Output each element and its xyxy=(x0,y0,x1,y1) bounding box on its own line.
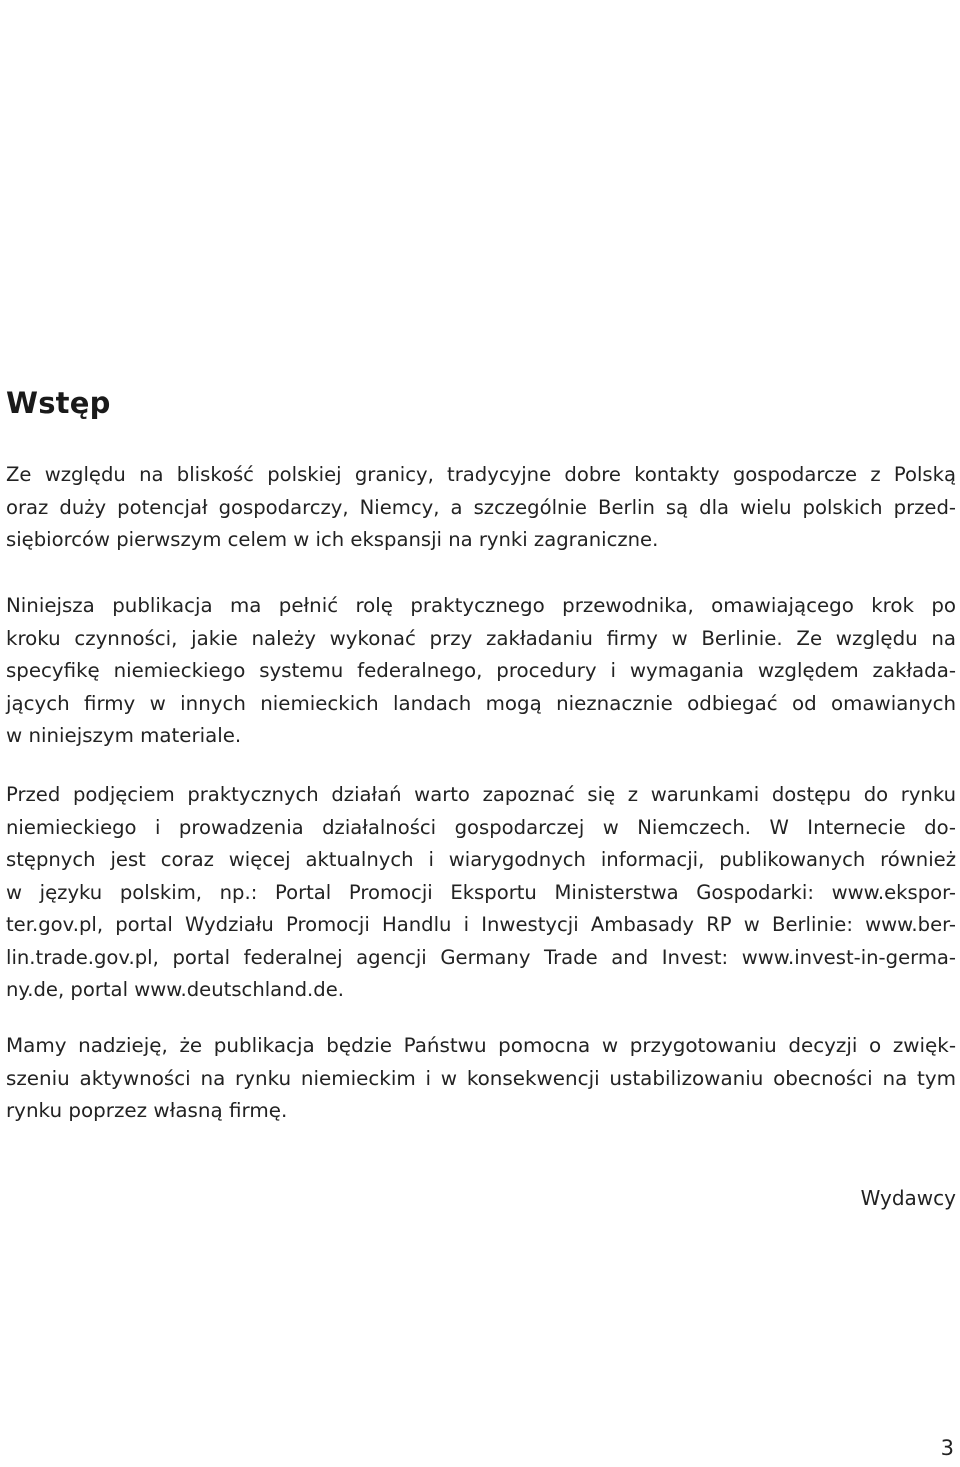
paragraph-closing xyxy=(6,1030,956,1128)
paragraph-line: Ze względu na bliskość polskiej granicy, tradycyjne dobre kontakty gospodarcze z Polską xyxy=(6,463,956,486)
paragraph-intro xyxy=(6,459,956,557)
paragraph-line: Przed podjęciem praktycznych działań warto zapoznać się z warunkami dostępu do rynku xyxy=(6,783,956,806)
paragraph-line: kroku czynności, jakie należy wykonać przy zakładaniu firmy w Berlinie. Ze względu na xyxy=(6,626,956,650)
paragraph-line: specyfikę niemieckiego systemu federalnego, procedury i wymagania względem zakłada- xyxy=(6,659,956,682)
paragraph-line: w niniejszym materiale. xyxy=(6,724,242,747)
paragraph-purpose xyxy=(6,590,956,753)
paragraph-resources xyxy=(6,779,956,1007)
paragraph-line: lin.trade.gov.pl, portal federalnej agencji Germany Trade and Invest: www.invest-in-germa- xyxy=(6,945,956,969)
page-number: 3 xyxy=(940,1436,954,1460)
paragraph-line: rynku poprzez własną firmę. xyxy=(6,1099,288,1122)
paragraph-line: Mamy nadzieję, że publikacja będzie Państwu pomocna w przygotowaniu decyzji o zwięk- xyxy=(6,1034,956,1057)
paragraph-line: szeniu aktywności na rynku niemieckim i w konsekwencji ustabilizowaniu obecności na tym xyxy=(6,1066,956,1090)
paragraph-line: ter.gov.pl, portal Wydziału Promocji Handlu i Inwestycji Ambasady RP w Berlinie: www.ber- xyxy=(6,913,956,936)
paragraph-line: stępnych jest coraz więcej aktualnych i wiarygodnych informacji, publikowanych również xyxy=(6,848,956,871)
paragraph-line: w języku polskim, np.: Portal Promocji Eksportu Ministerstwa Gospodarki: www.ekspor- xyxy=(6,880,956,904)
paragraph-line: oraz duży potencjał gospodarczy, Niemcy, a szczególnie Berlin są dla wielu polskich przed- xyxy=(6,495,956,519)
paragraph-line: niemieckiego i prowadzenia działalności gospodarczej w Niemczech. W Internecie do- xyxy=(6,815,956,839)
paragraph-line: jących firmy w innych niemieckich landach mogą nieznacznie odbiegać od omawianych xyxy=(6,691,956,715)
signature: Wydawcy xyxy=(860,1186,956,1210)
paragraph-line: ny.de, portal www.deutschland.de. xyxy=(6,978,344,1001)
paragraph-line: Niniejsza publikacja ma pełnić rolę praktycznego przewodnika, omawiającego krok po xyxy=(6,594,956,617)
paragraph-line: siębiorców pierwszym celem w ich ekspansji na rynki zagraniczne. xyxy=(6,528,659,551)
page-title: Wstęp xyxy=(6,386,111,420)
